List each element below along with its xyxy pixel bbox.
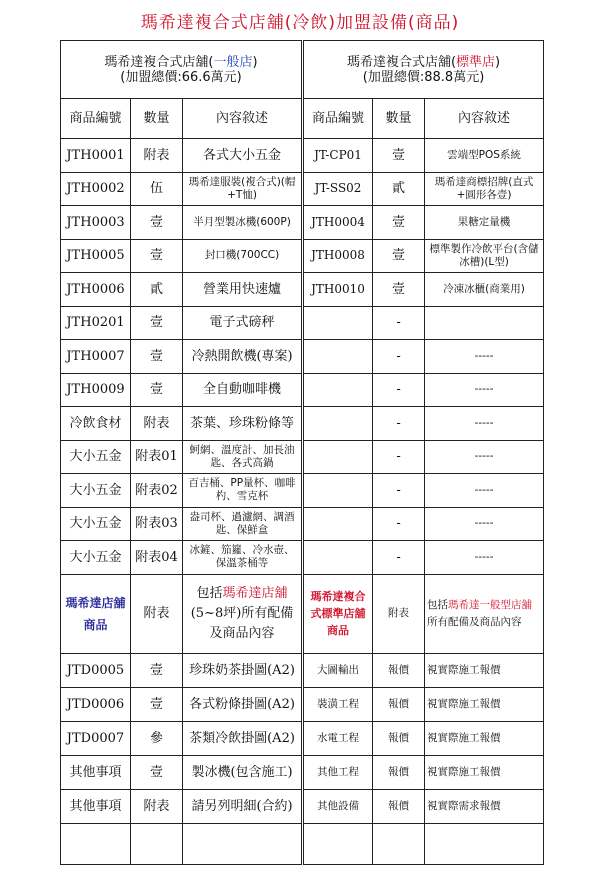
table-row: [61, 474, 544, 508]
right-item-qty: -: [373, 340, 425, 374]
right-plan-name-prefix: 瑪希達複合式店舖(: [346, 54, 457, 70]
right-item-qty: 報價: [373, 653, 425, 687]
left-plan-type: 一般店: [213, 54, 253, 70]
column-header: 商品編號: [303, 99, 373, 139]
right-item-desc: 視實際施工報價: [425, 721, 544, 755]
right-item-desc: 冷凍冰櫃(商業用): [425, 273, 544, 307]
left-store-products: 瑪希達店舖商品: [61, 574, 131, 653]
right-item-desc: 雲端型POS系統: [425, 139, 544, 173]
right-store-qty: 附表: [373, 574, 425, 653]
right-item-code: [303, 541, 373, 575]
left-item-code: 其他事項: [61, 789, 131, 823]
left-plan-header: [61, 41, 303, 99]
right-item-code: 其他設備: [303, 789, 373, 823]
table-row: [61, 273, 544, 307]
table-row: [61, 789, 544, 823]
column-header: 內容敘述: [183, 99, 303, 139]
left-item-desc: 冰鏟、笳籮、冷水壺、保溫茶桶等: [183, 541, 303, 575]
right-item-qty: 壹: [373, 239, 425, 273]
empty-cell: [183, 823, 303, 865]
right-plan-name-suffix: ): [495, 54, 501, 70]
right-item-code: [303, 474, 373, 508]
left-item-qty: 壹: [131, 239, 183, 273]
right-item-code: 大圖輸出: [303, 653, 373, 687]
left-item-code: JTD0006: [61, 687, 131, 721]
left-item-code: 大小五金: [61, 541, 131, 575]
left-item-code: JTH0002: [61, 172, 131, 206]
left-item-desc: 各式粉條掛圖(A2): [183, 687, 303, 721]
right-item-code: 其他工程: [303, 755, 373, 789]
left-item-code: 大小五金: [61, 507, 131, 541]
table-row: [61, 239, 544, 273]
left-item-code: JTH0005: [61, 239, 131, 273]
left-item-qty: 壹: [131, 755, 183, 789]
left-item-qty: 壹: [131, 340, 183, 374]
right-item-code: JT-CP01: [303, 139, 373, 173]
empty-cell: [131, 823, 183, 865]
left-item-qty: 附表01: [131, 440, 183, 474]
left-item-qty: 附表04: [131, 541, 183, 575]
column-header: 數量: [373, 99, 425, 139]
column-header: 商品編號: [61, 99, 131, 139]
right-item-qty: -: [373, 373, 425, 407]
right-item-code: [303, 440, 373, 474]
right-item-desc: -----: [425, 407, 544, 441]
left-item-qty: 壹: [131, 653, 183, 687]
right-store-products: 瑪希達複合式標準店舖商品: [303, 574, 373, 653]
table-row: [61, 755, 544, 789]
left-item-qty: 附表: [131, 789, 183, 823]
right-item-qty: 報價: [373, 755, 425, 789]
left-item-desc: 各式大小五金: [183, 139, 303, 173]
table-row: [61, 206, 544, 240]
right-item-desc: 視實際施工報價: [425, 653, 544, 687]
left-item-qty: 附表03: [131, 507, 183, 541]
table-row: [61, 340, 544, 374]
left-item-code: 大小五金: [61, 440, 131, 474]
left-item-desc: 請另列明細(合約): [183, 789, 303, 823]
right-plan-type: 標準店: [456, 54, 496, 70]
right-item-code: 裝潢工程: [303, 687, 373, 721]
right-item-code: JTH0010: [303, 273, 373, 307]
right-item-desc: -----: [425, 541, 544, 575]
empty-cell: [373, 823, 425, 865]
right-item-code: [303, 407, 373, 441]
table-row: [61, 139, 544, 173]
left-item-qty: 壹: [131, 206, 183, 240]
blank-row: [61, 823, 544, 865]
left-store-desc-highlight: 瑪希達店舖: [222, 585, 288, 601]
left-item-code: JTH0001: [61, 139, 131, 173]
left-item-qty: 壹: [131, 373, 183, 407]
left-item-qty: 附表: [131, 407, 183, 441]
right-item-qty: -: [373, 474, 425, 508]
column-header: 內容敘述: [425, 99, 544, 139]
right-item-desc: 標準製作冷飲平台(含儲冰槽)(L型): [425, 239, 544, 273]
left-item-desc: 全自動咖啡機: [183, 373, 303, 407]
right-item-desc: 果糖定量機: [425, 206, 544, 240]
right-item-desc: -----: [425, 507, 544, 541]
left-plan-price: (加盟總價:66.6萬元): [120, 69, 242, 85]
left-item-desc: 封口機(700CC): [183, 239, 303, 273]
left-item-qty: 壹: [131, 687, 183, 721]
page-title: 瑪希達複合式店舖(冷飲)加盟設備(商品): [140, 13, 460, 33]
right-item-qty: 報價: [373, 721, 425, 755]
left-item-desc: 蚵網、溫度計、加長油匙、各式高鍋: [183, 440, 303, 474]
left-item-desc: 珍珠奶茶掛圖(A2): [183, 653, 303, 687]
table-row: [61, 306, 544, 340]
left-item-desc: 冷熱開飲機(專案): [183, 340, 303, 374]
left-item-qty: 附表: [131, 139, 183, 173]
left-store-desc: [183, 574, 303, 653]
table-row: [61, 541, 544, 575]
left-item-code: 其他事項: [61, 755, 131, 789]
table-row: [61, 440, 544, 474]
left-item-desc: 電子式磅秤: [183, 306, 303, 340]
right-item-qty: 報價: [373, 687, 425, 721]
left-item-desc: 百吉桶、PP量杯、咖啡杓、雪克杯: [183, 474, 303, 508]
table-row: [61, 407, 544, 441]
left-item-code: JTH0009: [61, 373, 131, 407]
right-item-desc: 視實際施工報價: [425, 687, 544, 721]
right-item-qty: -: [373, 407, 425, 441]
column-header-row: [61, 99, 544, 139]
left-item-desc: 營業用快速爐: [183, 273, 303, 307]
right-item-desc: -----: [425, 474, 544, 508]
right-store-desc-highlight: 瑪希達一般型店舖: [448, 598, 533, 611]
empty-cell: [61, 823, 131, 865]
left-item-qty: 伍: [131, 172, 183, 206]
plan-header-row: [61, 41, 544, 99]
left-item-qty: 壹: [131, 306, 183, 340]
right-item-code: [303, 306, 373, 340]
right-item-qty: 壹: [373, 206, 425, 240]
equipment-table: [60, 40, 544, 865]
right-item-qty: -: [373, 541, 425, 575]
left-plan-name-prefix: 瑪希達複合式店舖(: [104, 54, 214, 70]
right-store-desc: [425, 574, 544, 653]
right-item-code: [303, 373, 373, 407]
left-item-code: JTD0005: [61, 653, 131, 687]
table-row: [61, 653, 544, 687]
right-item-code: [303, 507, 373, 541]
left-item-qty: 附表02: [131, 474, 183, 508]
column-header: 數量: [131, 99, 183, 139]
table-row: [61, 507, 544, 541]
left-item-code: 冷飲食材: [61, 407, 131, 441]
left-item-desc: 瑪希達服裝(複合式)(帽+T恤): [183, 172, 303, 206]
right-plan-price: (加盟總價:88.8萬元): [362, 69, 485, 85]
table-row: [61, 721, 544, 755]
left-store-qty: 附表: [131, 574, 183, 653]
right-item-qty: -: [373, 507, 425, 541]
left-item-qty: 貳: [131, 273, 183, 307]
store-products-row: [61, 574, 544, 653]
left-store-desc-1: 包括: [196, 585, 223, 601]
left-item-code: JTH0006: [61, 273, 131, 307]
right-item-qty: 報價: [373, 789, 425, 823]
left-plan-name-suffix: ): [252, 54, 258, 70]
left-item-code: JTD0007: [61, 721, 131, 755]
left-item-code: JTH0201: [61, 306, 131, 340]
right-item-qty: -: [373, 306, 425, 340]
table-row: [61, 687, 544, 721]
left-item-desc: 製冰機(包含施工): [183, 755, 303, 789]
right-item-code: [303, 340, 373, 374]
left-item-desc: 茶類冷飲掛圖(A2): [183, 721, 303, 755]
left-item-code: JTH0007: [61, 340, 131, 374]
left-item-code: 大小五金: [61, 474, 131, 508]
right-item-desc: [425, 306, 544, 340]
right-item-desc: 視實際需求報價: [425, 789, 544, 823]
right-item-qty: 壹: [373, 139, 425, 173]
table-row: [61, 373, 544, 407]
left-item-desc: 半月型製冰機(600P): [183, 206, 303, 240]
right-item-qty: -: [373, 440, 425, 474]
right-store-desc-2: 所有配備及商品內容: [427, 615, 522, 628]
empty-cell: [303, 823, 373, 865]
right-item-desc: 瑪希達商標招牌(直式+圓形各壹): [425, 172, 544, 206]
right-plan-header: [303, 41, 544, 99]
left-item-qty: 參: [131, 721, 183, 755]
left-item-desc: 茶葉、珍珠粉條等: [183, 407, 303, 441]
left-store-desc-2: (5~8坪)所有配備及商品內容: [190, 605, 294, 641]
empty-cell: [425, 823, 544, 865]
right-item-code: 水電工程: [303, 721, 373, 755]
left-item-desc: 盎司杯、過濾網、調酒匙、保鮮盒: [183, 507, 303, 541]
left-item-code: JTH0003: [61, 206, 131, 240]
right-item-code: JTH0004: [303, 206, 373, 240]
right-item-desc: -----: [425, 340, 544, 374]
right-item-qty: 壹: [373, 273, 425, 307]
right-item-desc: -----: [425, 373, 544, 407]
right-item-desc: -----: [425, 440, 544, 474]
right-item-code: JTH0008: [303, 239, 373, 273]
table-row: [61, 172, 544, 206]
right-item-qty: 貳: [373, 172, 425, 206]
right-store-desc-1: 包括: [427, 598, 449, 611]
right-item-code: JT-SS02: [303, 172, 373, 206]
right-item-desc: 視實際施工報價: [425, 755, 544, 789]
